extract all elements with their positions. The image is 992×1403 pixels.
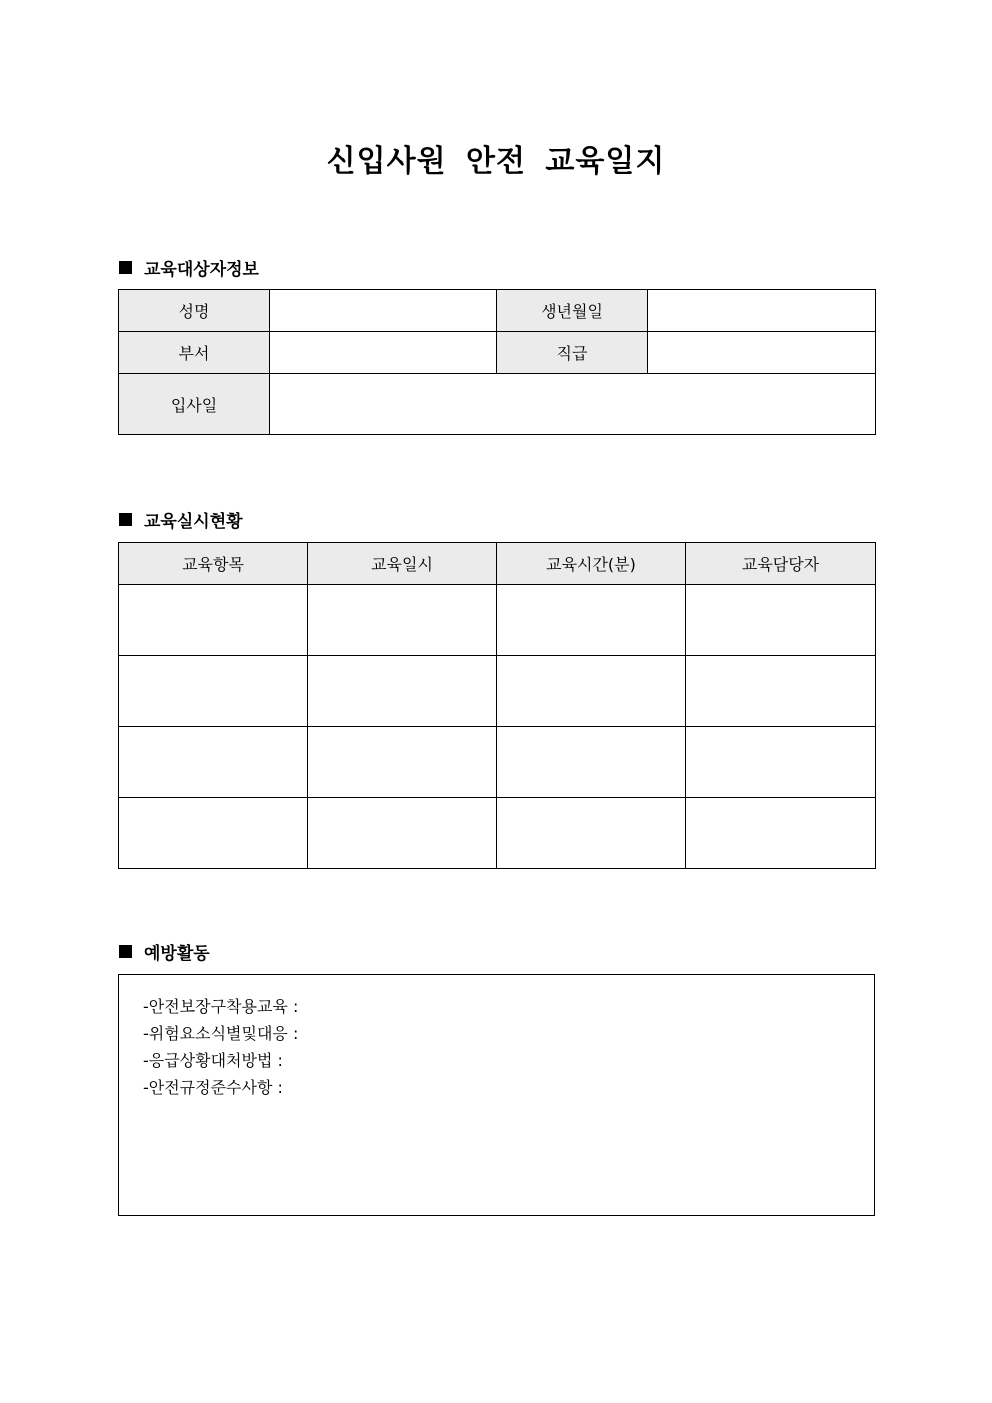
table-row (119, 585, 876, 656)
column-header-instructor: 교육담당자 (686, 543, 876, 585)
table-cell[interactable] (686, 798, 876, 869)
column-header-item: 교육항목 (119, 543, 308, 585)
table-row (119, 798, 876, 869)
table-cell[interactable] (497, 585, 686, 656)
table-cell[interactable] (497, 656, 686, 727)
name-field[interactable] (270, 290, 497, 332)
birth-date-field[interactable] (648, 290, 876, 332)
section-heading-label: 예방활동 (144, 944, 210, 964)
document-title: 신입사원 안전 교육일지 (326, 144, 666, 179)
square-bullet-icon (119, 945, 132, 958)
education-status-table (118, 542, 876, 869)
table-cell[interactable] (686, 585, 876, 656)
column-header-duration: 교육시간(분) (497, 543, 686, 585)
list-item: -안전규정준수사항 : (143, 1078, 283, 1097)
department-label: 부서 (119, 332, 270, 374)
list-item: -위험요소식별및대응 : (143, 1024, 299, 1043)
table-cell[interactable] (686, 727, 876, 798)
prevention-list (143, 993, 298, 1101)
section-heading-label: 교육실시현황 (144, 512, 243, 532)
name-label: 성명 (119, 290, 270, 332)
table-cell[interactable] (308, 585, 497, 656)
rank-field[interactable] (648, 332, 876, 374)
square-bullet-icon (119, 513, 132, 526)
column-header-datetime: 교육일시 (308, 543, 497, 585)
table-cell[interactable] (119, 798, 308, 869)
table-row (119, 656, 876, 727)
table-cell[interactable] (119, 727, 308, 798)
table-cell[interactable] (308, 798, 497, 869)
table-cell[interactable] (497, 798, 686, 869)
table-cell[interactable] (686, 656, 876, 727)
table-cell[interactable] (119, 656, 308, 727)
list-item: -응급상황대처방법 : (143, 1051, 283, 1070)
department-field[interactable] (270, 332, 497, 374)
table-cell[interactable] (308, 727, 497, 798)
birth-date-label: 생년월일 (497, 290, 648, 332)
rank-label: 직급 (497, 332, 648, 374)
join-date-label: 입사일 (119, 374, 270, 435)
prevention-activities-box[interactable] (118, 974, 875, 1216)
table-cell[interactable] (119, 585, 308, 656)
section-heading-target-info (119, 255, 259, 280)
section-heading-education-status (119, 507, 243, 532)
table-cell[interactable] (308, 656, 497, 727)
table-cell[interactable] (497, 727, 686, 798)
join-date-field[interactable] (270, 374, 876, 435)
square-bullet-icon (119, 261, 132, 274)
target-info-table (118, 289, 876, 435)
section-heading-prevention (119, 939, 210, 964)
list-item: -안전보장구착용교육 : (143, 997, 299, 1016)
section-heading-label: 교육대상자정보 (144, 260, 259, 280)
table-row (119, 727, 876, 798)
